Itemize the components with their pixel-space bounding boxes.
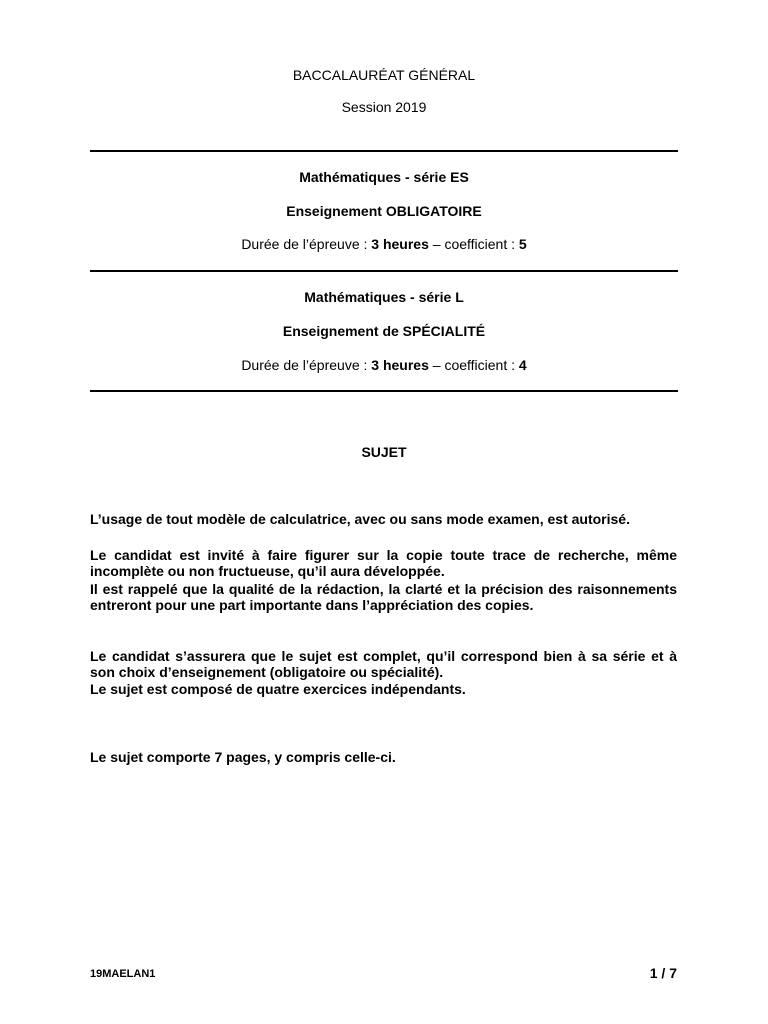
- divider-middle: [90, 270, 678, 272]
- teaching-es: Enseignement OBLIGATOIRE: [286, 203, 482, 219]
- divider-top: [90, 150, 678, 152]
- divider-bottom: [90, 390, 678, 392]
- session-label: Session 2019: [341, 99, 427, 115]
- coef-es-label: – coefficient :: [428, 236, 519, 252]
- check-notice: Le candidat s’assurera que le sujet est complet, qu’il correspond bien à sa série et à son choix d’enseignement (obligatoire ou spécialité).: [90, 648, 677, 680]
- duration-l: [0, 357, 768, 373]
- duration-l-label: Durée de l’épreuve :: [241, 357, 372, 373]
- research-notice: Le candidat est invité à faire figurer sur la copie toute trace de recherche, même incomplète ou non fructueuse, qu’il aura développée.: [90, 547, 677, 579]
- subject-es: Mathématiques - série ES: [299, 169, 469, 185]
- duration-es-value: 3 heures: [371, 236, 429, 252]
- coef-l-value: 4: [518, 357, 527, 373]
- page-number: 1 / 7: [649, 965, 677, 981]
- duration-l-value: 3 heures: [371, 357, 429, 373]
- subject-l: Mathématiques - série L: [304, 289, 464, 305]
- composition-notice: Le sujet est composé de quatre exercices indépendants.: [90, 681, 466, 697]
- sujet-heading: SUJET: [361, 444, 407, 460]
- exam-code: 19MAELAN1: [90, 968, 156, 980]
- coef-es-value: 5: [518, 236, 527, 252]
- coef-l-label: – coefficient :: [428, 357, 519, 373]
- quality-notice: Il est rappelé que la qualité de la rédaction, la clarté et la précision des raisonnements entreront pour une part importante dans l’appréciation des copies.: [90, 581, 677, 613]
- pages-notice: Le sujet comporte 7 pages, y compris celle-ci.: [90, 749, 396, 765]
- duration-es: [0, 236, 768, 252]
- teaching-l: Enseignement de SPÉCIALITÉ: [282, 323, 486, 339]
- calculator-notice: L’usage de tout modèle de calculatrice, avec ou sans mode examen, est autorisé.: [90, 511, 630, 527]
- duration-es-label: Durée de l’épreuve :: [241, 236, 372, 252]
- exam-title: BACCALAURÉAT GÉNÉRAL: [292, 67, 476, 83]
